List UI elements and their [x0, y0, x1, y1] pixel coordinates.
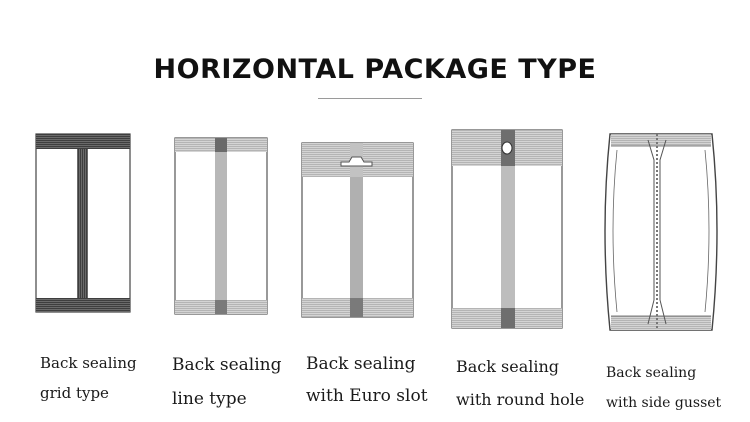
caption-euro-slot [306, 348, 428, 412]
page-title: HORIZONTAL PACKAGE TYPE [153, 54, 597, 85]
caption-line2: with side gusset [606, 395, 722, 411]
caption-line1: Back sealing [606, 365, 697, 381]
caption-grid-type [40, 348, 137, 408]
caption-line2: line type [172, 389, 247, 409]
caption-line1: Back sealing [40, 354, 137, 372]
caption-line1: Back sealing [456, 357, 560, 376]
caption-line2: with Euro slot [306, 386, 428, 406]
caption-line2: with round hole [456, 390, 585, 409]
caption-line1: Back sealing [172, 355, 282, 375]
caption-line-type [172, 348, 281, 416]
caption-side-gusset [606, 358, 721, 418]
caption-line1: Back sealing [306, 354, 416, 374]
caption-line2: grid type [40, 384, 109, 402]
caption-round-hole [456, 350, 584, 416]
